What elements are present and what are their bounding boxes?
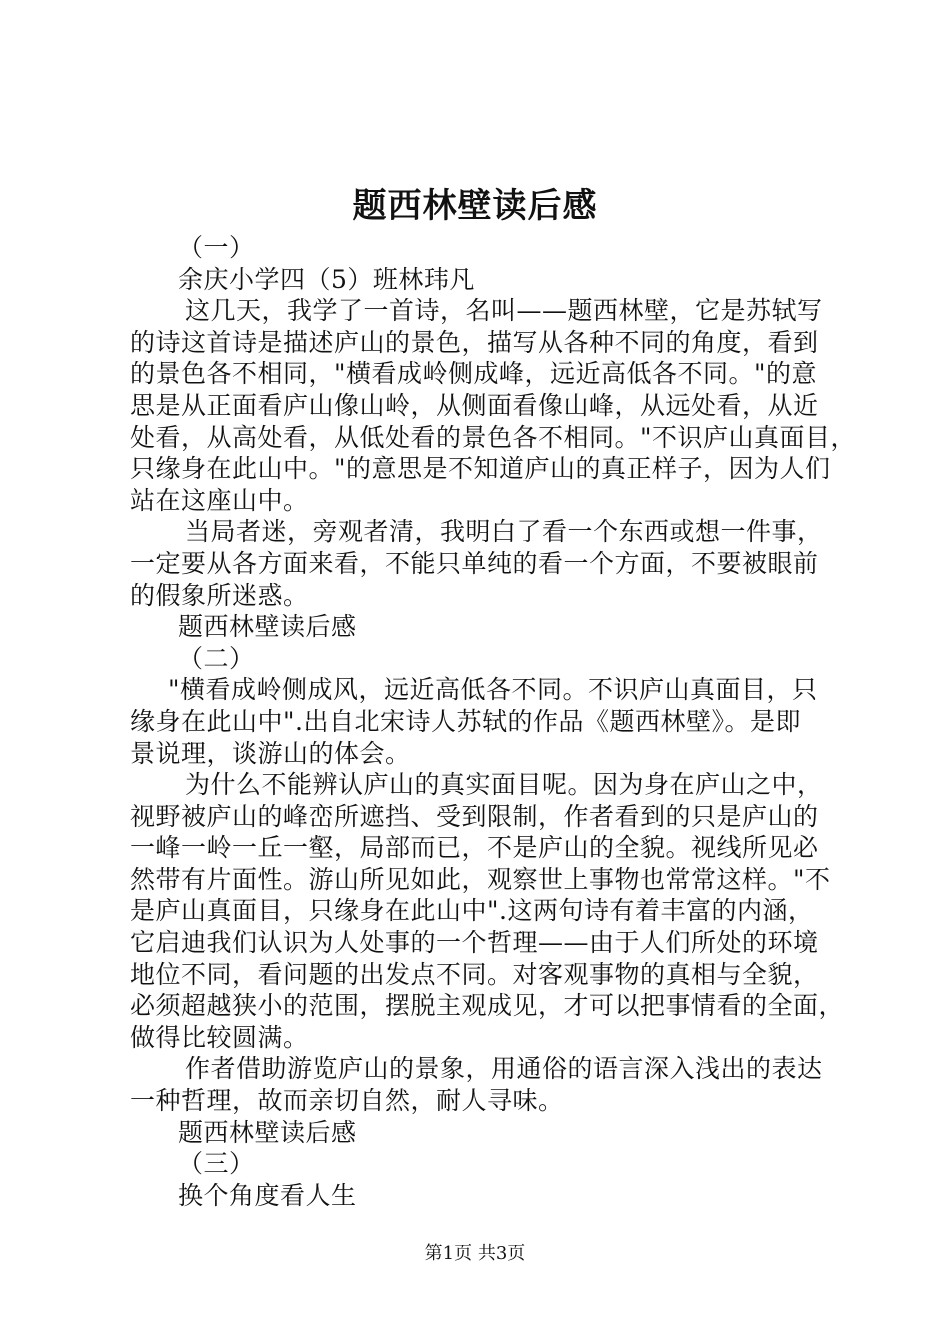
text-line: （二） — [178, 643, 255, 673]
text-line: 地位不同，看问题的出发点不同。对客观事物的真相与全貌， — [130, 959, 819, 989]
text-line: 缘身在此山中".出自北宋诗人苏轼的作品《题西林壁》。是即 — [130, 706, 801, 736]
text-line: "横看成岭侧成风，远近高低各不同。不识庐山真面目，只 — [168, 675, 818, 705]
document-body — [130, 232, 857, 1211]
text-line: 处看，从高处看，从低处看的景色各不相同。"不识庐山真面目， — [130, 422, 857, 452]
text-line: （一） — [178, 233, 255, 262]
text-line: 必须超越狭小的范围，摆脱主观成见，才可以把事情看的全面， — [130, 991, 845, 1021]
text-line: 作者借助游览庐山的景象，用通俗的语言深入浅出的表达 — [185, 1054, 823, 1084]
text-line: 换个角度看人生 — [178, 1180, 357, 1210]
document-title: 题西林壁读后感 — [352, 186, 598, 226]
text-line: 景说理，谈游山的体会。 — [130, 738, 411, 768]
text-line: 它启迪我们认识为人处事的一个哲理——由于人们所处的环境 — [130, 928, 819, 958]
text-line: 的假象所迷惑。 — [130, 580, 309, 610]
text-line: 当局者迷，旁观者清，我明白了看一个东西或想一件事， — [185, 517, 823, 547]
text-line: 只缘身在此山中。"的意思是不知道庐山的真正样子，因为人们 — [130, 454, 831, 484]
text-line: 这几天，我学了一首诗，名叫——题西林壁，它是苏轼写 — [185, 296, 823, 326]
text-line: 视野被庐山的峰峦所遮挡、受到限制，作者看到的只是庐山的 — [130, 801, 819, 831]
text-line: 题西林壁读后感 — [178, 612, 357, 642]
text-line: 是庐山真面目，只缘身在此山中".这两句诗有着丰富的内涵， — [130, 896, 814, 926]
text-line: 余庆小学四（5）班林玮凡 — [178, 264, 475, 294]
text-line: 一定要从各方面来看，不能只单纯的看一个方面，不要被眼前 — [130, 548, 819, 578]
text-line: 的诗这首诗是描述庐山的景色，描写从各种不同的角度，看到 — [130, 327, 819, 357]
page-footer: 第1页 共3页 — [424, 1243, 526, 1264]
text-line: 站在这座山中。 — [130, 485, 309, 515]
text-line: 为什么不能辨认庐山的真实面目呢。因为身在庐山之中， — [185, 770, 823, 800]
text-line: 做得比较圆满。 — [130, 1022, 309, 1052]
text-line: 思是从正面看庐山像山岭，从侧面看像山峰，从远处看，从近 — [130, 390, 819, 420]
text-line: 题西林壁读后感 — [178, 1117, 357, 1147]
text-line: 一种哲理，故而亲切自然，耐人寻味。 — [130, 1086, 564, 1116]
text-line: 然带有片面性。游山所见如此，观察世上事物也常常这样。"不 — [130, 864, 831, 894]
text-line: 的景色各不相同，"横看成岭侧成峰，远近高低各不同。"的意 — [130, 359, 818, 389]
text-line: 一峰一岭一丘一壑，局部而已，不是庐山的全貌。视线所见必 — [130, 833, 819, 863]
text-line: （三） — [178, 1149, 255, 1179]
